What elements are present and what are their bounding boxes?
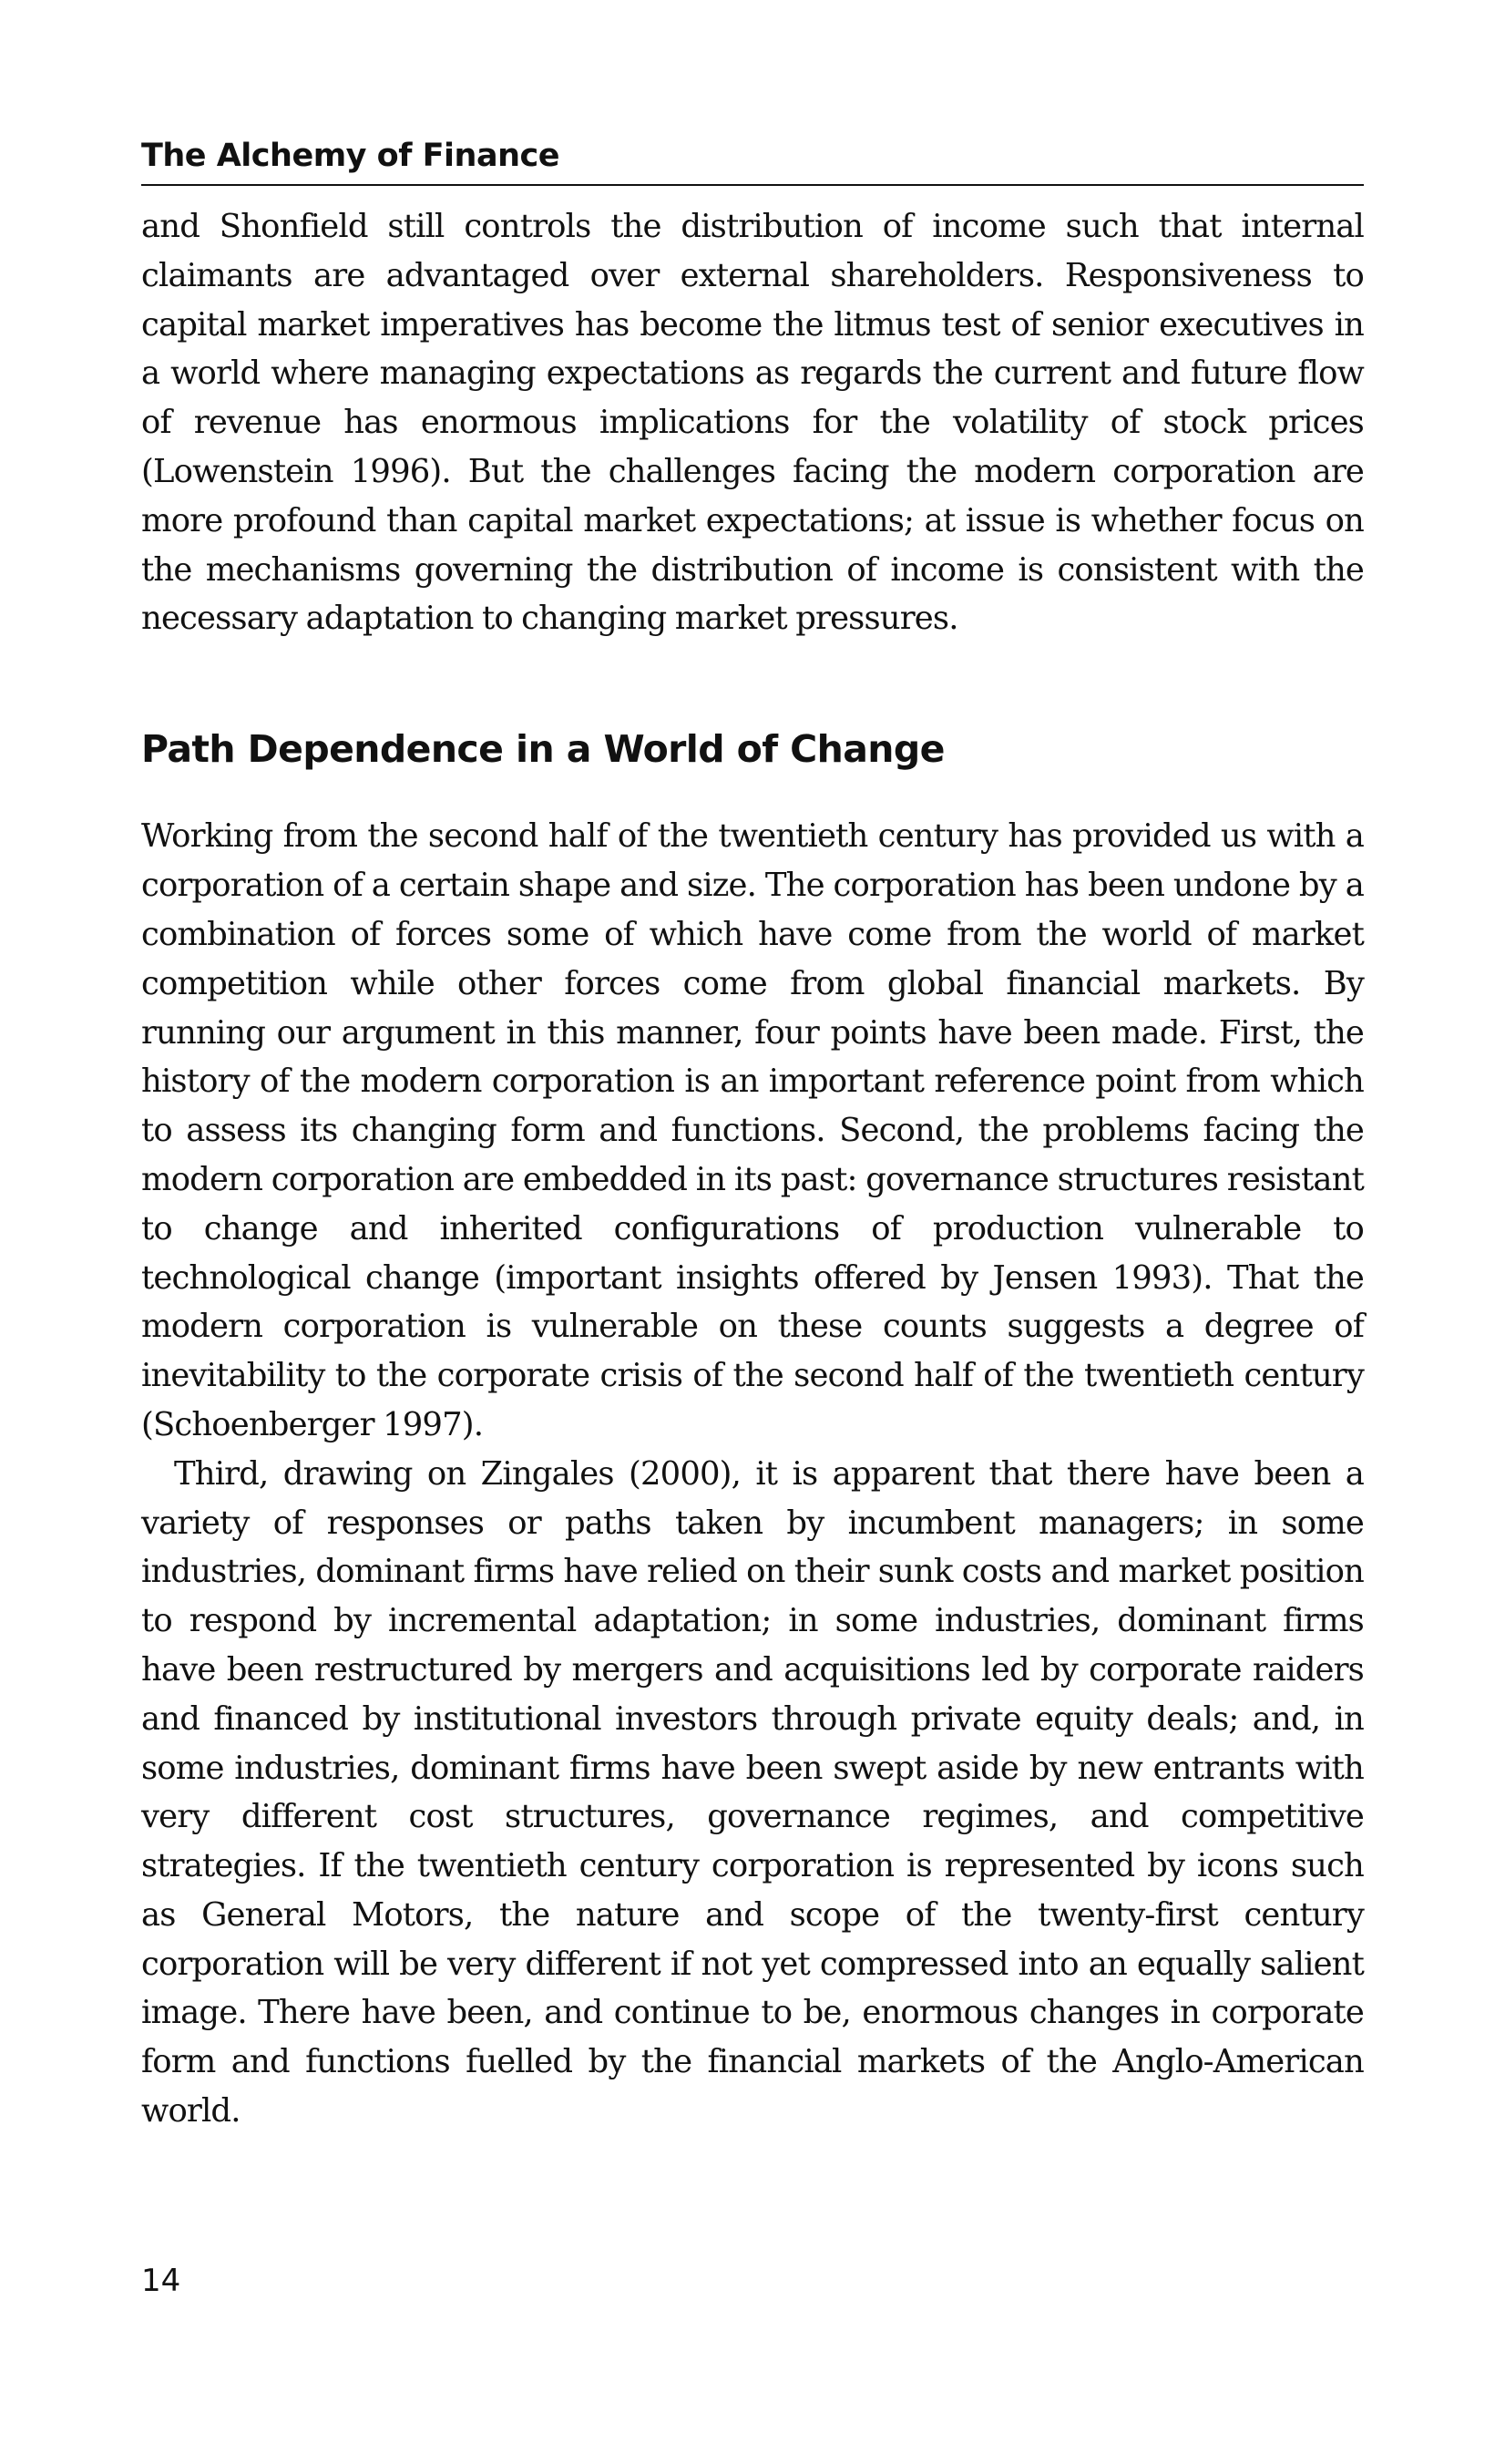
running-head: The Alchemy of Finance <box>141 137 1364 186</box>
body-paragraph: Third, drawing on Zingales (2000), it is apparent that there have been a variety of responses or paths taken by incumbent managers; in some industries, dominant firms have relied on their sunk costs and market position to respond by incremental adaptation; in some industries, dominant firms have been restructured by mergers and acquisitions led by corporate raiders and financed by institutional investors through private equity deals; and, in some industries, dominant firms have been swept aside by new entrants with very different cost structures, governance regimes, and competitive strategies. If the twentieth century corporation is represented by icons such as General Motors, the nature and scope of the twenty-first century corporation will be very different if not yet compressed into an equally salient image. There have been, and continue to be, enormous changes in corporate form and functions fuelled by the financial markets of the Anglo-American world. <box>141 1454 1364 2130</box>
body-paragraph: Working from the second half of the twentieth century has provided us with a corporation of a certain shape and size. The corporation has been undone by a combination of forces some of which have come from the world of market competition while other forces come from global financial markets. By running our argument in this manner, four points have been made. First, the history of the modern corporation is an important reference point from which to assess its changing form and functions. Second, the problems facing the modern corporation are embedded in its past: governance structures resistant to change and inherited configurations of production vulnerable to technological change (important insights offered by Jensen 1993). That the modern corporation is vulnerable on these counts suggests a degree of inevitability to the corporate crisis of the second half of the twentieth century (Schoenberger 1997). <box>141 817 1364 1443</box>
section-heading: Path Dependence in a World of Change <box>141 727 945 772</box>
book-page <box>141 137 1364 2136</box>
page-number: 14 <box>141 2263 181 2299</box>
body-paragraph: and Shonfield still controls the distribution of income such that internal claimants are advantaged over external shareholders. Responsiveness to capital market imperatives has become the litmus test of senior executives in a world where managing expectations as regards the current and future flow of revenue has enormous implications for the volatility of stock prices (Lowenstein 1996). But the challenges facing the modern corporation are more profound than capital market expectations; at issue is whether focus on the mechanisms governing the distribution of income is consistent with the necessary adaptation to changing market pressures. <box>141 208 1364 638</box>
